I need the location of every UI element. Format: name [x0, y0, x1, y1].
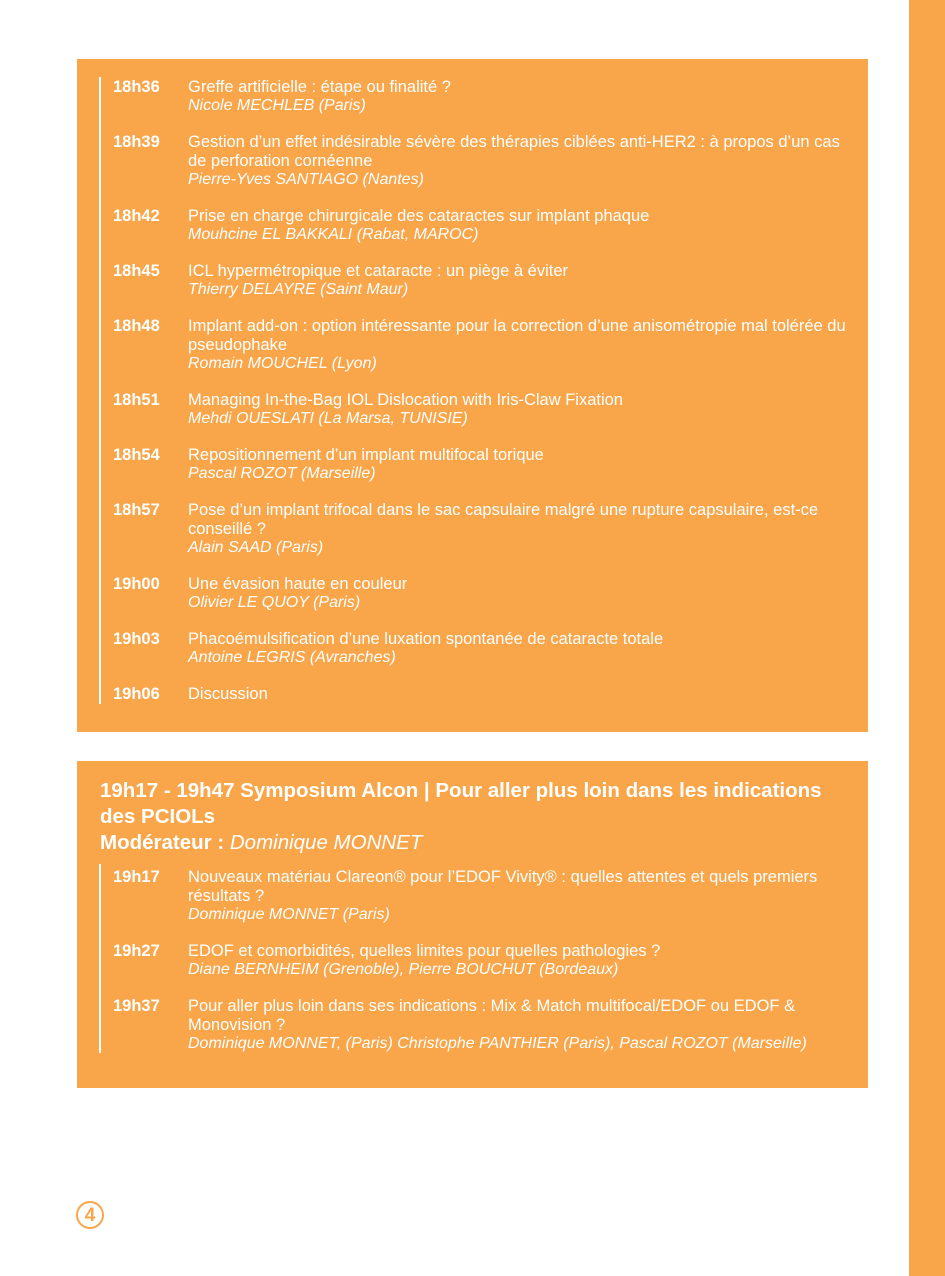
talk-time: 19h06: [113, 685, 160, 703]
talk-body: [188, 391, 858, 428]
talk-time: 18h42: [113, 207, 160, 225]
talk-speaker: Diane BERNHEIM (Grenoble), Pierre BOUCHUT (Bordeaux): [188, 961, 619, 978]
talk-title: EDOF et comorbidités, quelles limites pour quelles pathologies ?: [188, 942, 661, 960]
talk-item: [113, 317, 858, 373]
talk-time: 19h00: [113, 575, 160, 593]
talk-body: [188, 685, 858, 704]
talk-speaker: Mouhcine EL BAKKALI (Rabat, MAROC): [188, 226, 479, 243]
talk-title: Phacoémulsification d’une luxation spontanée de cataracte totale: [188, 630, 664, 648]
talk-title: ICL hypermétropique et cataracte : un piège à éviter: [188, 262, 569, 280]
talk-item: [113, 942, 858, 979]
talk-time: 19h37: [113, 997, 160, 1015]
talk-title: Repositionnement d’un implant multifocal torique: [188, 446, 544, 464]
talk-item: [113, 630, 858, 667]
talk-time: 18h54: [113, 446, 160, 464]
talk-body: [188, 133, 858, 189]
talk-item: [113, 685, 858, 704]
talk-title: Pour aller plus loin dans ses indications : Mix & Match multifocal/EDOF ou EDOF & Monovision ?: [188, 997, 796, 1034]
talk-title: Managing In-the-Bag IOL Dislocation with Iris-Claw Fixation: [188, 391, 623, 409]
talk-body: [188, 575, 858, 612]
talk-time: 18h48: [113, 317, 160, 335]
talk-time: 18h57: [113, 501, 160, 519]
talk-time: 19h27: [113, 942, 160, 960]
talk-body: [188, 942, 858, 979]
talk-title: Gestion d’un effet indésirable sévère des thérapies ciblées anti-HER2 : à propos d’un cas de perforation cornéenne: [188, 133, 840, 170]
talk-item: [113, 997, 858, 1053]
talk-time: 18h36: [113, 78, 160, 96]
talk-body: [188, 317, 858, 373]
talk-speaker: Olivier LE QUOY (Paris): [188, 594, 361, 611]
talk-speaker: Pierre-Yves SANTIAGO (Nantes): [188, 171, 424, 188]
talk-item: [113, 868, 858, 924]
moderator-label: Modérateur :: [100, 831, 230, 854]
talk-time: 19h03: [113, 630, 160, 648]
talk-item: [113, 133, 858, 189]
talk-title: Nouveaux matériau Clareon® pour l’EDOF Vivity® : quelles attentes et quels premiers résultats ?: [188, 868, 818, 905]
talk-title: Pose d’un implant trifocal dans le sac capsulaire malgré une rupture capsulaire, est-ce conseillé ?: [188, 501, 819, 538]
session-title: 19h17 - 19h47 Symposium Alcon | Pour aller plus loin dans les indications des PCIOLs: [100, 779, 822, 828]
talk-body: [188, 630, 858, 667]
program-block-2: [77, 761, 868, 1088]
talk-body: [188, 446, 858, 483]
talk-body: [188, 501, 858, 557]
talk-item: [113, 501, 858, 557]
talk-list: [99, 864, 858, 1053]
talk-time: 18h45: [113, 262, 160, 280]
talk-speaker: Romain MOUCHEL (Lyon): [188, 355, 377, 372]
talk-speaker: Dominique MONNET (Paris): [188, 906, 390, 923]
talk-item: [113, 262, 858, 299]
talk-time: 18h39: [113, 133, 160, 151]
program-block-1: [77, 59, 868, 732]
talk-item: [113, 446, 858, 483]
talk-title: Une évasion haute en couleur: [188, 575, 408, 593]
talk-body: [188, 78, 858, 115]
talk-body: [188, 207, 858, 244]
moderator-line: [100, 830, 848, 855]
talk-list: [99, 77, 858, 704]
moderator-name: Dominique MONNET: [229, 831, 423, 854]
talk-speaker: Alain SAAD (Paris): [188, 539, 324, 556]
talk-speaker: Antoine LEGRIS (Avranches): [188, 649, 396, 666]
page-number: 4: [76, 1201, 104, 1229]
talk-speaker: Mehdi OUESLATI (La Marsa, TUNISIE): [188, 410, 468, 427]
talk-body: [188, 868, 858, 924]
talk-title: Greffe artificielle : étape ou finalité ?: [188, 78, 451, 96]
talk-item: [113, 391, 858, 428]
talk-time: 19h17: [113, 868, 160, 886]
talk-time: 18h51: [113, 391, 160, 409]
talk-item: [113, 575, 858, 612]
talk-speaker: Nicole MECHLEB (Paris): [188, 97, 366, 114]
talk-speaker: Pascal ROZOT (Marseille): [188, 465, 376, 482]
talk-body: [188, 997, 858, 1053]
side-accent-bar: [909, 0, 945, 1276]
talk-title: Prise en charge chirurgicale des cataractes sur implant phaque: [188, 207, 650, 225]
talk-title: Implant add-on : option intéressante pour la correction d’une anisométropie mal tolérée du pseudophake: [188, 317, 846, 354]
talk-body: [188, 262, 858, 299]
talk-item: [113, 78, 858, 115]
talk-speaker: Thierry DELAYRE (Saint Maur): [188, 281, 409, 298]
talk-speaker: Dominique MONNET, (Paris) Christophe PANTHIER (Paris), Pascal ROZOT (Marseille): [188, 1035, 807, 1052]
talk-title: Discussion: [188, 685, 268, 703]
talk-item: [113, 207, 858, 244]
